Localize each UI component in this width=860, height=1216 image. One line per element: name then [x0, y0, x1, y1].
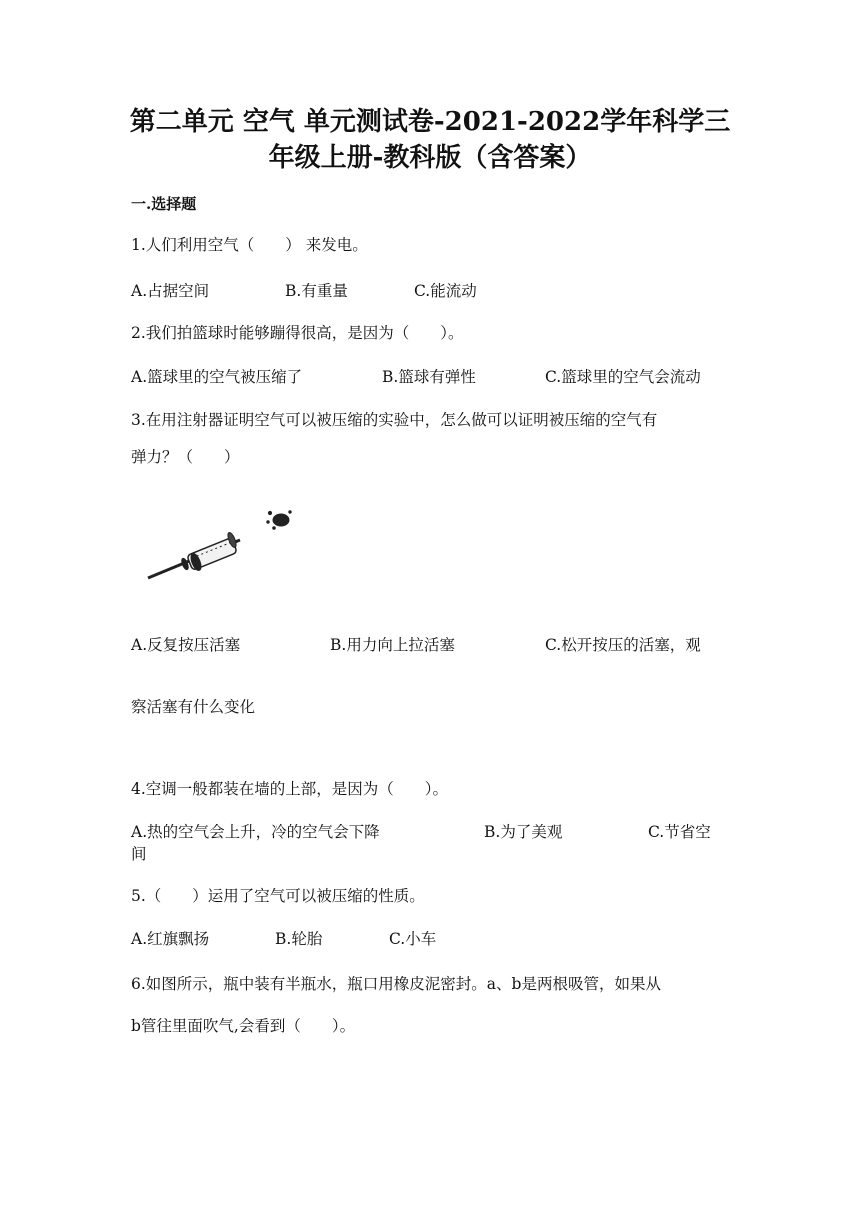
- question-6-stem-line-2: b管往里面吹气,会看到（ ）。: [131, 1017, 356, 1035]
- syringe-figure: [140, 500, 310, 595]
- question-1-stem: 1.人们利用空气（ ） 来发电。: [131, 236, 368, 254]
- question-2-option-c: C.篮球里的空气会流动: [545, 368, 701, 386]
- page-title: [110, 104, 750, 176]
- question-5-option-c: C.小车: [389, 930, 437, 948]
- question-2-stem: 2.我们拍篮球时能够蹦得很高，是因为（ ）。: [131, 324, 464, 342]
- question-3-stem-line-1: 3.在用注射器证明空气可以被压缩的实验中，怎么做可以证明被压缩的空气有: [131, 411, 658, 429]
- question-2-option-b: B.篮球有弹性: [382, 368, 476, 386]
- title-line-1: 第二单元 空气 单元测试卷-2021-2022学年科学三: [129, 107, 731, 137]
- question-3-option-c-continued: 察活塞有什么变化: [131, 698, 256, 716]
- question-5-option-b: B.轮胎: [275, 930, 323, 948]
- question-4-option-b: B.为了美观: [484, 823, 563, 841]
- section-heading: 一.选择题: [131, 195, 197, 213]
- question-1-option-c: C.能流动: [414, 282, 477, 300]
- question-4-option-a: A.热的空气会上升，冷的空气会下降: [131, 823, 380, 841]
- question-6-stem-line-1: 6.如图所示，瓶中装有半瓶水，瓶口用橡皮泥密封。a、b是两根吸管，如果从: [131, 975, 661, 993]
- syringe-illustration: [148, 511, 291, 578]
- question-1-option-a: A.占据空间: [131, 282, 210, 300]
- question-5-option-a: A.红旗飘扬: [131, 930, 210, 948]
- question-2-option-a: A.篮球里的空气被压缩了: [131, 368, 303, 386]
- question-4-option-c: C.节省空: [648, 823, 711, 841]
- question-3-option-c: C.松开按压的活塞，观: [545, 636, 701, 654]
- question-3-option-a: A.反复按压活塞: [131, 636, 241, 654]
- title-line-2: 年级上册-教科版（含答案）: [268, 143, 592, 173]
- question-4-option-c-continued: 间: [131, 845, 147, 863]
- question-3-option-b: B.用力向上拉活塞: [330, 636, 455, 654]
- question-5-stem: 5.（ ）运用了空气可以被压缩的性质。: [131, 887, 425, 905]
- question-1-option-b: B.有重量: [285, 282, 348, 300]
- question-4-stem: 4.空调一般都装在墙的上部，是因为（ ）。: [131, 780, 449, 798]
- question-3-stem-line-2: 弹力？（ ）: [131, 448, 240, 466]
